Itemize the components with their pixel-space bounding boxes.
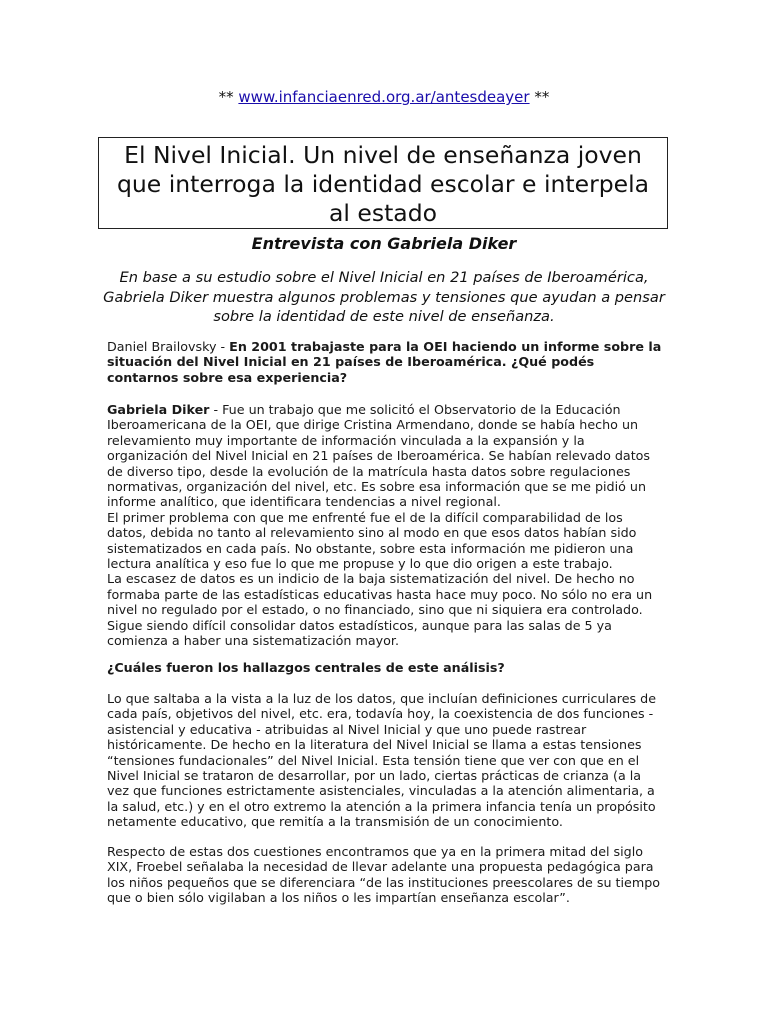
question-1-text: En 2001 trabajaste para la OEI haciendo un informe sobre la situación del Nivel Inicial en 21 países de Iberoamérica. ¿Qué podés contarnos sobre esa experiencia? xyxy=(107,339,662,385)
header-prefix: ** xyxy=(218,88,239,106)
answer-1-paragraph-3: La escasez de datos es un indicio de la baja sistematización del nivel. De hecho no formaba parte de las estadísticas educativas hasta hace muy poco. No sólo no era un nivel no regulado por el estado, o no financiado, sino que ni siquiera era controlado. Sigue siendo difícil consolidar datos estadísticos, aunque para las salas de 5 ya comienza a haber una sistematización mayor. xyxy=(107,571,653,649)
article-title: El Nivel Inicial. Un nivel de enseñanza joven que interroga la identidad escolar e interpela al estado xyxy=(116,140,650,227)
question-1 xyxy=(107,339,663,385)
interviewer-name: Daniel Brailovsky - xyxy=(107,339,230,354)
title-box xyxy=(98,137,668,229)
answer-1-paragraph-1: - Fue un trabajo que me solicitó el Observatorio de la Educación Iberoamericana de la OEI, que dirige Cristina Armendano, donde se había hecho un relevamiento muy importante de información vinculada a la expansión y la organización del Nivel Inicial en 21 países de Iberoamérica. Se habían relevado datos de diverso tipo, desde la evolución de la matrícula hasta datos sobre regulaciones normativas, organización del nivel, etc. Es sobre esa información que se me pidió un informe analítico, que identificara tendencias a nivel regional. xyxy=(107,402,651,510)
source-header xyxy=(0,88,768,106)
answer-3: Respecto de estas dos cuestiones encontramos que ya en la primera mitad del siglo XIX, Froebel señalaba la necesidad de llevar adelante una propuesta pedagógica para los niños pequeños que se diferenciara “de las instituciones preescolares de su tiempo que o bien sólo vigilaban a los niños o les impartían enseñanza escolar”. xyxy=(107,844,661,906)
source-link[interactable]: www.infanciaenred.org.ar/antesdeayer xyxy=(238,88,530,106)
answer-2: Lo que saltaba a la vista a la luz de los datos, que incluían definiciones curriculares de cada país, objetivos del nivel, etc. era, todavía hoy, la coexistencia de dos funciones - asistencial y educativa - atribuidas al Nivel Inicial y que uno puede rastrear históricamente. De hecho en la literatura del Nivel Inicial se llama a estas tensiones “tensiones fundacionales” del Nivel Inicial. Esta tensión tiene que ver con que en el Nivel Inicial se trataron de desarrollar, por un lado, ciertas prácticas de crianza (a la vez que funciones estrictamente asistenciales, vinculadas a la atención alimentaria, a la salud, etc.) y en el otro extremo la atención a la primera infancia tenía un propósito netamente educativo, que remitía a la transmisión de un conocimiento. xyxy=(107,691,657,830)
question-2: ¿Cuáles fueron los hallazgos centrales de este análisis? xyxy=(107,660,505,675)
article-subtitle: Entrevista con Gabriela Diker xyxy=(251,234,517,253)
answer-1-paragraph-2: El primer problema con que me enfrenté fue el de la difícil comparabilidad de los datos, debida no tanto al relevamiento sino al modo en que esos datos habían sido sistematizados en cada país. No obstante, sobre esta información me pidieron una lectura analítica y eso fue lo que me propuse y lo que dio origen a este trabajo. xyxy=(107,509,637,572)
answer-1 xyxy=(107,402,663,649)
header-suffix: ** xyxy=(529,88,550,106)
article-lead: En base a su estudio sobre el Nivel Inicial en 21 países de Iberoamérica, Gabriela Diker muestra algunos problemas y tensiones que ayudan a pensar sobre la identidad de este nivel de enseñanza. xyxy=(103,269,665,325)
interviewee-name: Gabriela Diker xyxy=(107,402,210,417)
